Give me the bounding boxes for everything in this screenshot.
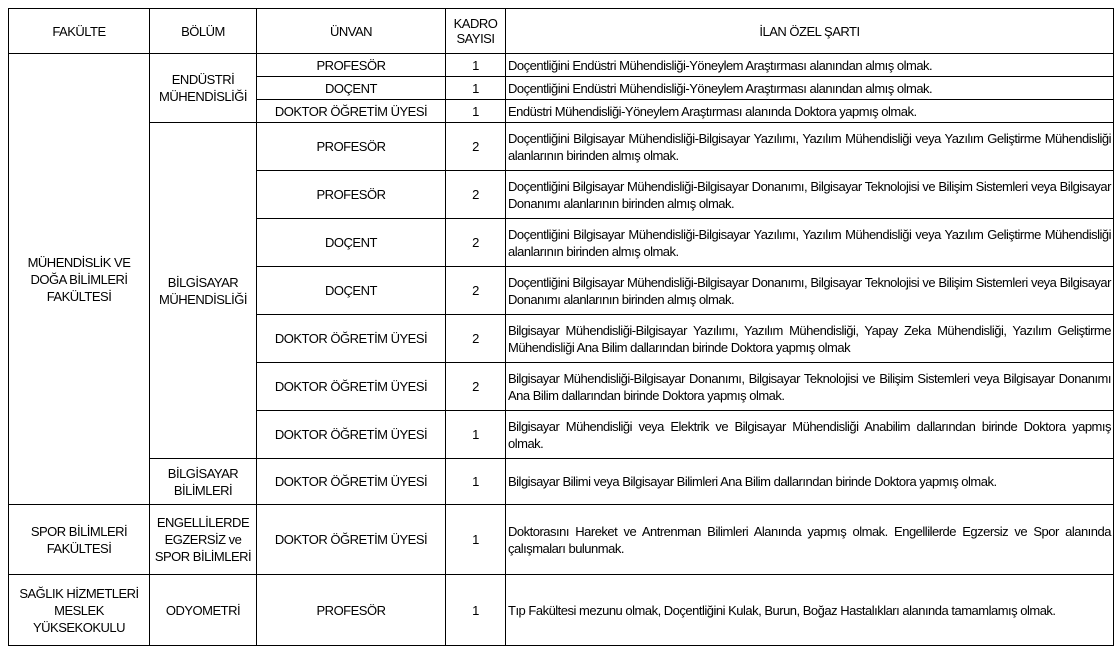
condition-cell: Tıp Fakültesi mezunu olmak, Doçentliğini Kulak, Burun, Boğaz Hastalıkları alanında tamamlamış olmak. bbox=[506, 575, 1114, 646]
announcement-table bbox=[8, 8, 1114, 646]
count-cell: 2 bbox=[446, 315, 506, 363]
count-cell: 1 bbox=[446, 54, 506, 77]
header-department: BÖLÜM bbox=[150, 9, 257, 54]
header-kadro-line2: SAYISI bbox=[456, 31, 495, 46]
count-cell: 2 bbox=[446, 267, 506, 315]
condition-cell: Doçentliğini Endüstri Mühendisliği-Yöneylem Araştırması alanından almış olmak. bbox=[506, 54, 1114, 77]
header-kadro bbox=[446, 9, 506, 54]
title-cell: DOKTOR ÖĞRETİM ÜYESİ bbox=[257, 363, 446, 411]
title-cell: DOKTOR ÖĞRETİM ÜYESİ bbox=[257, 459, 446, 505]
title-cell: DOÇENT bbox=[257, 77, 446, 100]
header-title: ÜNVAN bbox=[257, 9, 446, 54]
title-cell: PROFESÖR bbox=[257, 54, 446, 77]
count-cell: 2 bbox=[446, 219, 506, 267]
department-cell: BİLGİSAYAR MÜHENDİSLİĞİ bbox=[150, 123, 257, 459]
condition-cell: Bilgisayar Mühendisliği veya Elektrik ve Bilgisayar Mühendisliği Anabilim dallarından birinde Doktora yapmış olmak. bbox=[506, 411, 1114, 459]
condition-cell: Doçentliğini Bilgisayar Mühendisliği-Bilgisayar Yazılımı, Yazılım Mühendisliği veya Yazılım Geliştirme Mühendisliği alanlarının birinden almış olmak. bbox=[506, 123, 1114, 171]
table-row bbox=[9, 459, 1114, 505]
title-cell: DOÇENT bbox=[257, 267, 446, 315]
count-cell: 1 bbox=[446, 411, 506, 459]
table-row bbox=[9, 575, 1114, 646]
title-cell: PROFESÖR bbox=[257, 123, 446, 171]
table-row bbox=[9, 123, 1114, 171]
count-cell: 1 bbox=[446, 100, 506, 123]
department-cell: ODYOMETRİ bbox=[150, 575, 257, 646]
faculty-cell: MÜHENDİSLİK VE DOĞA BİLİMLERİ FAKÜLTESİ bbox=[9, 54, 150, 505]
faculty-cell: SPOR BİLİMLERİ FAKÜLTESİ bbox=[9, 505, 150, 575]
condition-cell: Bilgisayar Mühendisliği-Bilgisayar Donanımı, Bilgisayar Teknolojisi ve Bilişim Sistemleri veya Bilgisayar Donanımı Ana Bilim dallarından birinde Doktora yapmış olmak. bbox=[506, 363, 1114, 411]
header-faculty: FAKÜLTE bbox=[9, 9, 150, 54]
count-cell: 1 bbox=[446, 459, 506, 505]
condition-cell: Bilgisayar Mühendisliği-Bilgisayar Yazılımı, Yazılım Mühendisliği, Yapay Zeka Mühendisliği, Yazılım Geliştirme Mühendisliği Ana Bilim dallarından birinde Doktora yapmış olmak bbox=[506, 315, 1114, 363]
count-cell: 1 bbox=[446, 77, 506, 100]
count-cell: 2 bbox=[446, 123, 506, 171]
condition-cell: Endüstri Mühendisliği-Yöneylem Araştırması alanında Doktora yapmış olmak. bbox=[506, 100, 1114, 123]
title-cell: DOKTOR ÖĞRETİM ÜYESİ bbox=[257, 505, 446, 575]
condition-cell: Doktorasını Hareket ve Antrenman Bilimleri Alanında yapmış olmak. Engellilerde Egzersiz ve Spor alanında çalışmaları bulunmak. bbox=[506, 505, 1114, 575]
department-cell: ENGELLİLERDE EGZERSİZ ve SPOR BİLİMLERİ bbox=[150, 505, 257, 575]
title-cell: DOKTOR ÖĞRETİM ÜYESİ bbox=[257, 411, 446, 459]
faculty-cell: SAĞLIK HİZMETLERİ MESLEK YÜKSEKOKULU bbox=[9, 575, 150, 646]
header-condition: İLAN ÖZEL ŞARTI bbox=[506, 9, 1114, 54]
condition-cell: Bilgisayar Bilimi veya Bilgisayar Bilimleri Ana Bilim dallarından birinde Doktora yapmış olmak. bbox=[506, 459, 1114, 505]
count-cell: 2 bbox=[446, 363, 506, 411]
title-cell: DOKTOR ÖĞRETİM ÜYESİ bbox=[257, 100, 446, 123]
title-cell: PROFESÖR bbox=[257, 171, 446, 219]
table-row bbox=[9, 54, 1114, 77]
title-cell: DOKTOR ÖĞRETİM ÜYESİ bbox=[257, 315, 446, 363]
department-cell: ENDÜSTRİ MÜHENDİSLİĞİ bbox=[150, 54, 257, 123]
department-cell: BİLGİSAYAR BİLİMLERİ bbox=[150, 459, 257, 505]
condition-cell: Doçentliğini Endüstri Mühendisliği-Yöneylem Araştırması alanından almış olmak. bbox=[506, 77, 1114, 100]
header-kadro-line1: KADRO bbox=[453, 16, 498, 31]
table-row bbox=[9, 505, 1114, 575]
count-cell: 1 bbox=[446, 505, 506, 575]
count-cell: 2 bbox=[446, 171, 506, 219]
title-cell: DOÇENT bbox=[257, 219, 446, 267]
title-cell: PROFESÖR bbox=[257, 575, 446, 646]
condition-cell: Doçentliğini Bilgisayar Mühendisliği-Bilgisayar Donanımı, Bilgisayar Teknolojisi ve Bilişim Sistemleri veya Bilgisayar Donanımı alanlarının birinden almış olmak. bbox=[506, 267, 1114, 315]
condition-cell: Doçentliğini Bilgisayar Mühendisliği-Bilgisayar Yazılımı, Yazılım Mühendisliği veya Yazılım Geliştirme Mühendisliği alanlarının birinden almış olmak. bbox=[506, 219, 1114, 267]
condition-cell: Doçentliğini Bilgisayar Mühendisliği-Bilgisayar Donanımı, Bilgisayar Teknolojisi ve Bilişim Sistemleri veya Bilgisayar Donanımı alanlarının birinden almış olmak. bbox=[506, 171, 1114, 219]
count-cell: 1 bbox=[446, 575, 506, 646]
